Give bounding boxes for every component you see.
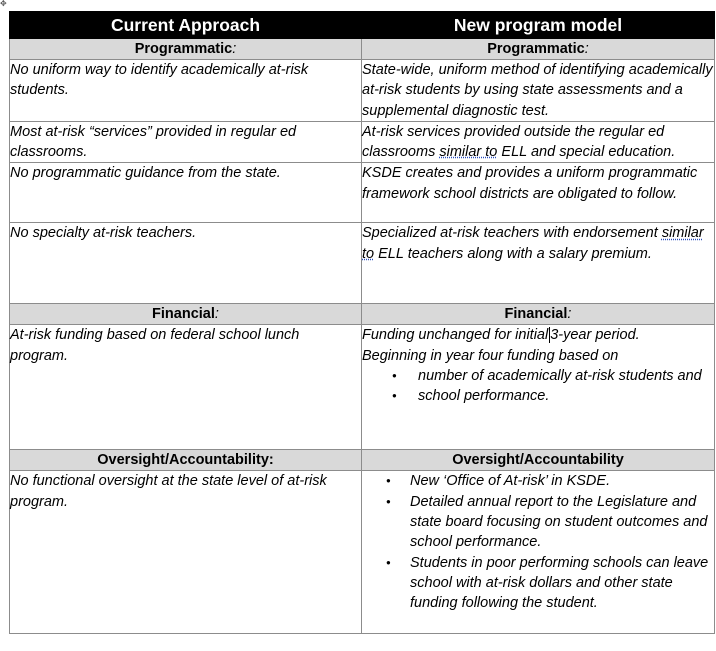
section-title-oversight-new: Oversight/Accountability bbox=[362, 450, 715, 471]
list-item: ● school performance. bbox=[418, 386, 714, 406]
header-new-program-model: New program model bbox=[362, 12, 715, 39]
list-item: ● number of academically at-risk students and bbox=[418, 366, 714, 386]
cell-current-guidance: No programmatic guidance from the state. bbox=[10, 163, 362, 223]
table-row bbox=[10, 223, 715, 304]
cell-current-teachers: No specialty at-risk teachers. bbox=[10, 223, 362, 304]
section-row-programmatic bbox=[10, 39, 715, 60]
cell-new-funding: Funding unchanged for initial 3-year period. Beginning in year four funding based on ● number of academically at-risk students and ● school performance. bbox=[362, 325, 715, 450]
table-row bbox=[10, 471, 715, 634]
cell-current-services: Most at-risk “services” provided in regular ed classrooms. bbox=[10, 121, 362, 163]
section-title-oversight-current: Oversight/Accountability: bbox=[10, 450, 362, 471]
table-row bbox=[10, 121, 715, 163]
funding-bullet-list bbox=[362, 366, 714, 407]
cell-current-identification: No uniform way to identify academically at-risk students. bbox=[10, 60, 362, 122]
cell-current-funding: At-risk funding based on federal school lunch program. bbox=[10, 325, 362, 450]
section-row-oversight bbox=[10, 450, 715, 471]
cell-new-teachers: Specialized at-risk teachers with endorsement similar to ELL teachers along with a salary premium. bbox=[362, 223, 715, 304]
list-item: ● New ‘Office of At-risk’ in KSDE. bbox=[410, 471, 714, 491]
section-title-financial-current: Financial: bbox=[10, 304, 362, 325]
section-title-programmatic-new: Programmatic: bbox=[362, 39, 715, 60]
section-row-financial bbox=[10, 304, 715, 325]
section-title-financial-new: Financial: bbox=[362, 304, 715, 325]
table-row bbox=[10, 163, 715, 223]
table-move-handle-icon[interactable]: ✥ bbox=[0, 0, 7, 8]
list-item: ● Detailed annual report to the Legislature and state board focusing on student outcomes and school performance. bbox=[410, 492, 714, 553]
table-row bbox=[10, 325, 715, 450]
header-row bbox=[10, 12, 715, 39]
oversight-bullet-list bbox=[362, 471, 714, 613]
cell-new-guidance: KSDE creates and provides a uniform programmatic framework school districts are obligated to follow. bbox=[362, 163, 715, 223]
spellcheck-underline: similar to bbox=[439, 144, 498, 161]
header-current-approach: Current Approach bbox=[10, 12, 362, 39]
cell-new-identification: State-wide, uniform method of identifying academically at-risk students by using state assessments and a supplemental diagnostic test. bbox=[362, 60, 715, 122]
section-title-programmatic-current: Programmatic: bbox=[10, 39, 362, 60]
spellcheck-underline: similar to bbox=[362, 225, 704, 262]
cell-new-oversight bbox=[362, 471, 715, 634]
table-row bbox=[10, 60, 715, 122]
list-item: ● Students in poor performing schools can leave school with at-risk dollars and other state funding following the student. bbox=[410, 553, 714, 614]
cell-new-services: At-risk services provided outside the regular ed classrooms similar to ELL and special education. bbox=[362, 121, 715, 163]
comparison-table bbox=[9, 11, 715, 634]
cell-current-oversight: No functional oversight at the state level of at-risk program. bbox=[10, 471, 362, 634]
